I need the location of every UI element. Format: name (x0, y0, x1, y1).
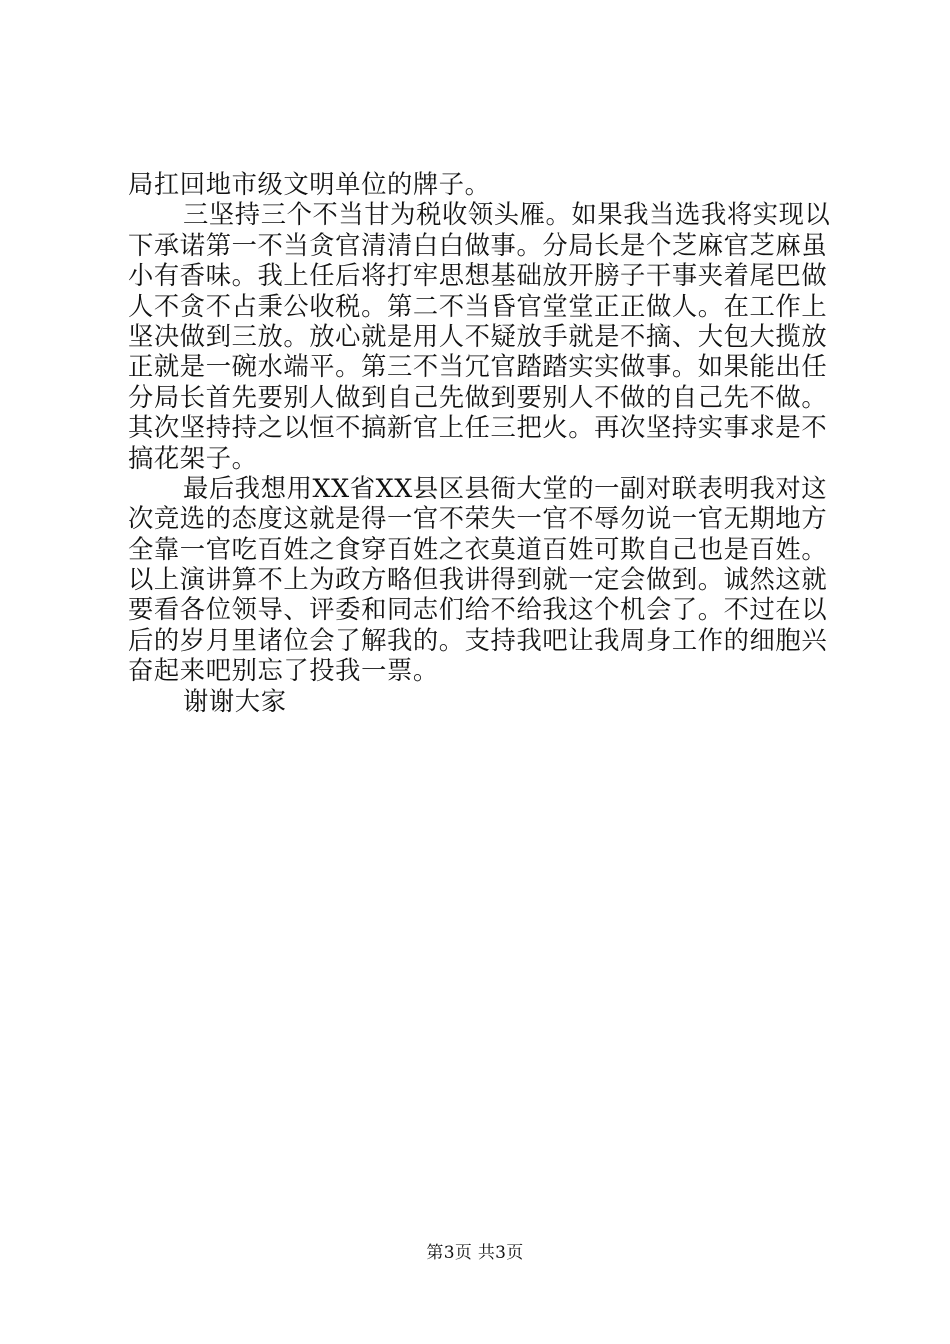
text-line: 三坚持三个不当甘为税收领头雁。如果我当选我将实现以 (183, 200, 831, 230)
text-line: 以上演讲算不上为政方略但我讲得到就一定会做到。诚然这就 (128, 565, 828, 595)
text-line: 要看各位领导、评委和同志们给不给我这个机会了。不过在以 (128, 595, 828, 625)
text-line: 下承诺第一不当贪官清清白白做事。分局长是个芝麻官芝麻虽 (128, 230, 828, 260)
text-line: 分局长首先要别人做到自己先做到要别人不做的自己先不做。 (128, 382, 828, 412)
text-line: 局扛回地市级文明单位的牌子。 (128, 170, 491, 199)
text-line: 后的岁月里诸位会了解我的。支持我吧让我周身工作的细胞兴 (128, 625, 828, 655)
text-line: 全靠一官吃百姓之食穿百姓之衣莫道百姓可欺自己也是百姓。 (128, 534, 828, 564)
text-line: 正就是一碗水端平。第三不当冗官踏踏实实做事。如果能出任 (128, 352, 828, 382)
page-number-label: 第3页 共3页 (426, 1243, 524, 1263)
text-line: 小有香味。我上任后将打牢思想基础放开膀子干事夹着尾巴做 (128, 261, 828, 291)
text-line: 谢谢大家 (183, 686, 287, 716)
text-line: 搞花架子。 (128, 443, 258, 473)
text-line: 其次坚持持之以恒不搞新官上任三把火。再次坚持实事求是不 (128, 413, 828, 443)
document-body (128, 170, 838, 717)
text-line: 奋起来吧别忘了投我一票。 (128, 656, 439, 686)
page-footer (0, 1242, 950, 1264)
text-line: 最后我想用XX省XX县区县衙大堂的一副对联表明我对这 (183, 473, 828, 503)
text-line: 次竞选的态度这就是得一官不荣失一官不辱勿说一官无期地方 (128, 504, 828, 534)
text-line: 人不贪不占秉公收税。第二不当昏官堂堂正正做人。在工作上 (128, 291, 828, 321)
text-line: 坚决做到三放。放心就是用人不疑放手就是不摘、大包大揽放 (128, 321, 828, 351)
